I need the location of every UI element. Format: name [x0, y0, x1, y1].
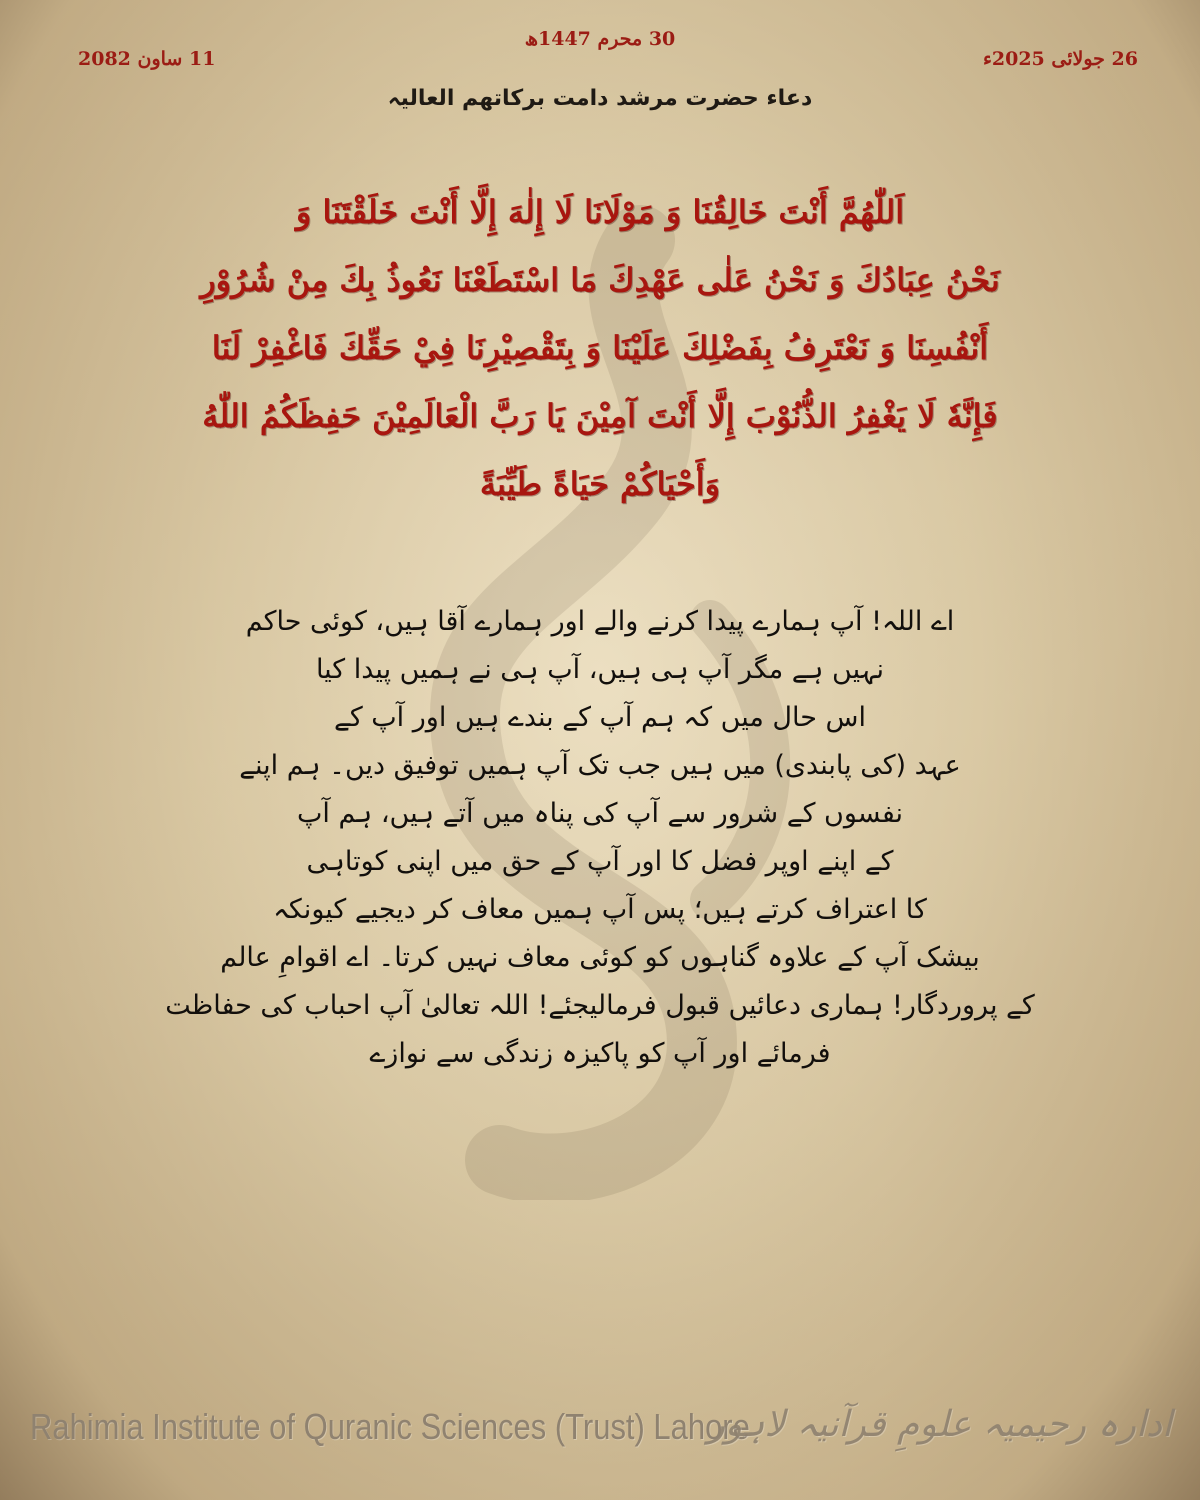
arabic-line: وَأَحْيَاكُمْ حَيَاةً طَيِّبَةً	[479, 465, 721, 503]
arabic-line: نَحْنُ عِبَادُكَ وَ نَحْنُ عَلٰى عَهْدِكَ مَا اسْتَطَعْنَا نَعُوذُ بِكَ مِنْ شُرُوْرِ	[200, 261, 1000, 299]
page-title: دعاء حضرت مرشد دامت برکاتھم العالیہ	[387, 86, 813, 111]
urdu-line: فرمائے اور آپ کو پاکیزہ زندگی سے نوازے	[369, 1038, 831, 1069]
urdu-line: کے اپنے اوپر فضل کا اور آپ کے حق میں اپنی کوتاہی	[306, 846, 894, 877]
arabic-line: فَإِنَّهٗ لَا يَغْفِرُ الذُّنُوْبَ إِلَّا أَنْتَ آمِيْنَ يَا رَبَّ الْعَالَمِيْنَ حَفِظَكُمُ اللّٰهُ	[202, 397, 998, 435]
urdu-line: عہد (کی پابندی) میں ہیں جب تک آپ ہمیں توفیق دیں۔ ہم اپنے	[239, 750, 961, 781]
footer	[0, 1398, 1200, 1478]
hijri-date: 30 محرم 1447ھ	[524, 28, 676, 50]
date-row	[0, 48, 1200, 78]
urdu-line: اے اللہ! آپ ہمارے پیدا کرنے والے اور ہمارے آقا ہیں، کوئی حاکم	[245, 606, 955, 637]
institute-name-urdu-logo: ادارہ رحیمیہ علومِ قرآنیہ لاہور	[707, 1404, 1172, 1445]
urdu-line: کے پروردگار! ہماری دعائیں قبول فرمالیجئے! اللہ تعالیٰ آپ احباب کی حفاظت	[165, 990, 1035, 1021]
arabic-line: أَنْفُسِنَا وَ نَعْتَرِفُ بِفَضْلِكَ عَلَيْنَا وَ بِتَقْصِيْرِنَا فِيْ حَقِّكَ فَاغْفِرْ لَنَا	[211, 329, 989, 367]
gregorian-date: 26 جولائی 2025ء	[982, 48, 1138, 70]
arabic-dua	[100, 178, 1100, 518]
urdu-translation	[140, 598, 1060, 1078]
urdu-line: بیشک آپ کے علاوہ گناہوں کو کوئی معاف نہیں کرتا۔ اے اقوامِ عالم	[220, 942, 980, 973]
urdu-line: کا اعتراف کرتے ہیں؛ پس آپ ہمیں معاف کر دیجیے کیونکہ	[273, 894, 927, 925]
urdu-line: اس حال میں کہ ہم آپ کے بندے ہیں اور آپ کے	[334, 702, 866, 733]
arabic-line: اَللّٰهُمَّ أَنْتَ خَالِقُنَا وَ مَوْلَانَا لَا إِلٰهَ إِلَّا أَنْتَ خَلَقْتَنَا وَ	[295, 193, 905, 231]
urdu-line: نفسوں کے شرور سے آپ کی پناہ میں آتے ہیں، ہم آپ	[296, 798, 904, 829]
institute-name-english: Rahimia Institute of Quranic Sciences (Trust) Lahore	[30, 1406, 750, 1447]
bikrami-date: 11 ساون 2082	[78, 48, 216, 70]
urdu-line: نہیں ہے مگر آپ ہی ہیں، آپ ہی نے ہمیں پیدا کیا	[315, 654, 885, 685]
